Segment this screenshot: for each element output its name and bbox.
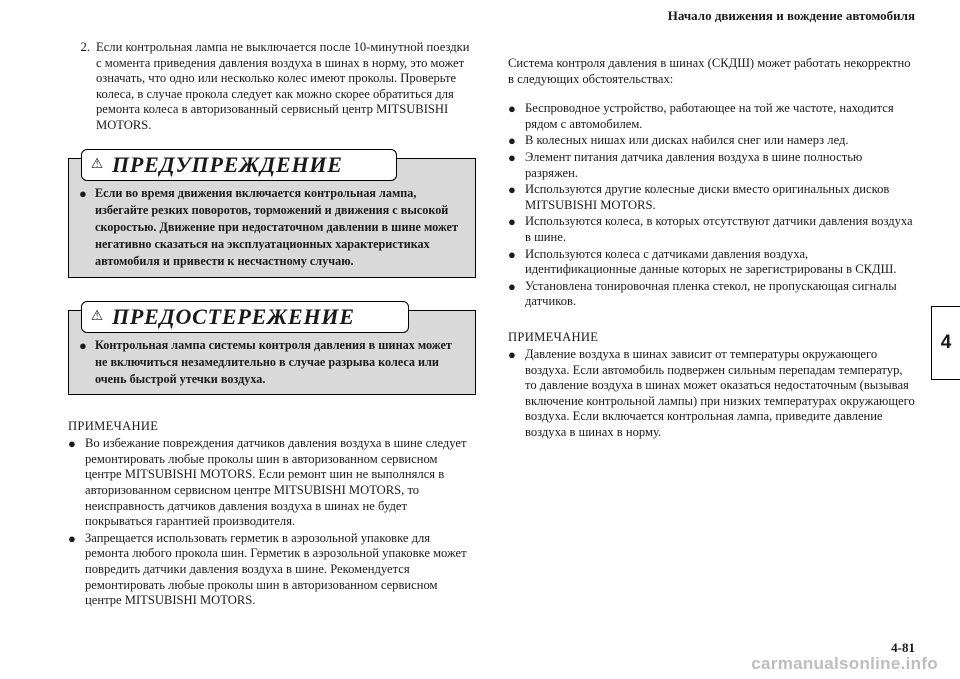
warning-triangle-icon: ⚠ bbox=[90, 157, 104, 173]
list-item bbox=[508, 279, 916, 310]
chapter-tab: 4 bbox=[931, 306, 960, 380]
watermark: carmanualsonline.info bbox=[751, 654, 938, 673]
note-title: ПРИМЕЧАНИЕ bbox=[508, 329, 599, 344]
warning-item bbox=[79, 185, 465, 271]
list-item bbox=[508, 214, 916, 245]
list-item-text: Элемент питания датчика давления воздуха в шине полностью разряжен. bbox=[525, 149, 863, 180]
bullet-icon: ● bbox=[68, 436, 76, 452]
page-number: 4-81 bbox=[891, 640, 915, 655]
list-item-text: Используются другие колесные диски вместо оригинальных дисков MITSUBISHI MOTORS. bbox=[525, 182, 890, 212]
warning-title: ПРЕДУПРЕЖДЕНИЕ bbox=[112, 151, 343, 177]
bullet-icon: ● bbox=[79, 337, 87, 353]
note-item bbox=[68, 531, 476, 609]
warning-banner bbox=[81, 149, 397, 181]
bullet-icon: ● bbox=[508, 246, 516, 262]
list-item bbox=[508, 101, 916, 132]
bullet-icon: ● bbox=[508, 149, 516, 165]
running-header: Начало движения и вождение автомобиля bbox=[667, 8, 915, 23]
warning-text: Если во время движения включается контрольная лампа, избегайте резких поворотов, торможений и движения с высокой скоростью. Движение при недостаточном давлении в шине может негативно сказаться на эксплуатационных характеристиках автомобиля и привести к несчастному случаю. bbox=[95, 185, 458, 269]
note-item bbox=[68, 436, 476, 530]
item-text: Если контрольная лампа не выключается после 10-минутной поездки с момента приведения давления воздуха в шинах в норму, это может означать, что одно или несколько колес имеют проколы. Проверьте колеса, в случае прокола следует как можно скорее обратиться для ремонта колеса в авторизованный сервисный центр MITSUBISHI MOTORS. bbox=[96, 40, 470, 132]
caution-item bbox=[79, 337, 465, 389]
note-item bbox=[508, 347, 916, 441]
warning-triangle-icon: ⚠ bbox=[90, 309, 104, 325]
list-item-text: Установлена тонировочная пленка стекол, не пропускающая сигналы датчиков. bbox=[525, 278, 897, 309]
note-text: Запрещается использовать герметик в аэрозольной упаковке для ремонта любого прокола шин. Герметик в аэрозольной упаковке может повредить датчики давления воздуха в шине. Рекомендуется ремонтировать любые проколы шин в авторизованном сервисном центре MITSUBISHI MOTORS. bbox=[85, 530, 467, 608]
list-item-text: Используются колеса с датчиками давления воздуха, идентификационные данные которых не зарегистрированы в СКДШ. bbox=[525, 246, 897, 277]
list-item bbox=[508, 182, 916, 213]
intro-paragraph: Система контроля давления в шинах (СКДШ) может работать некорректно в следующих обстоятельствах: bbox=[508, 56, 911, 86]
bullet-icon: ● bbox=[508, 101, 516, 117]
list-item bbox=[508, 133, 916, 149]
conditions-list bbox=[508, 101, 916, 310]
note-text: Давление воздуха в шинах зависит от температуры окружающего воздуха. Если автомобиль подвержен сильным перепадам температур, то давление воздуха в шинах может оказаться недостаточным (вызывая включение контрольной лампы) при низких температурах окружающего воздуха. Если включается контрольная лампа, приведите давление воздуха в шинах в норму. bbox=[525, 346, 915, 439]
list-item bbox=[508, 150, 916, 181]
bullet-icon: ● bbox=[508, 346, 516, 362]
right-column bbox=[508, 56, 916, 441]
bullet-icon: ● bbox=[508, 278, 516, 294]
caution-title: ПРЕДОСТЕРЕЖЕНИЕ bbox=[112, 303, 355, 329]
left-column bbox=[68, 40, 476, 610]
numbered-item-2 bbox=[68, 40, 476, 134]
caution-box bbox=[68, 303, 476, 396]
item-number: 2. bbox=[80, 40, 90, 54]
list-item-text: Используются колеса, в которых отсутствуют датчики давления воздуха в шине. bbox=[525, 214, 913, 244]
bullet-icon: ● bbox=[508, 214, 516, 230]
caution-text: Контрольная лампа системы контроля давления в шинах может не включиться незамедлительно в случае разрыва колеса или очень быстрой утечки воздуха. bbox=[95, 337, 452, 386]
note-text: Во избежание повреждения датчиков давления воздуха в шине следует ремонтировать любые проколы шин в авторизованном сервисном центре MITSUBISHI MOTORS. Если ремонт шин не выполнялся в авторизованном сервисном центре MITSUBISHI MOTORS, то неисправность датчиков давления воздуха в шинах не будет покрываться гарантией производителя. bbox=[85, 436, 467, 529]
bullet-icon: ● bbox=[68, 530, 76, 546]
note-title: ПРИМЕЧАНИЕ bbox=[68, 419, 159, 434]
list-item-text: Беспроводное устройство, работающее на той же частоте, находится рядом с автомобилем. bbox=[525, 101, 894, 131]
bullet-icon: ● bbox=[508, 182, 516, 198]
bullet-icon: ● bbox=[79, 185, 87, 201]
warning-box bbox=[68, 151, 476, 278]
list-item bbox=[508, 247, 916, 278]
list-item-text: В колесных нишах или дисках набился снег или намерз лед. bbox=[525, 133, 849, 148]
caution-banner bbox=[81, 301, 409, 333]
bullet-icon: ● bbox=[508, 133, 516, 149]
